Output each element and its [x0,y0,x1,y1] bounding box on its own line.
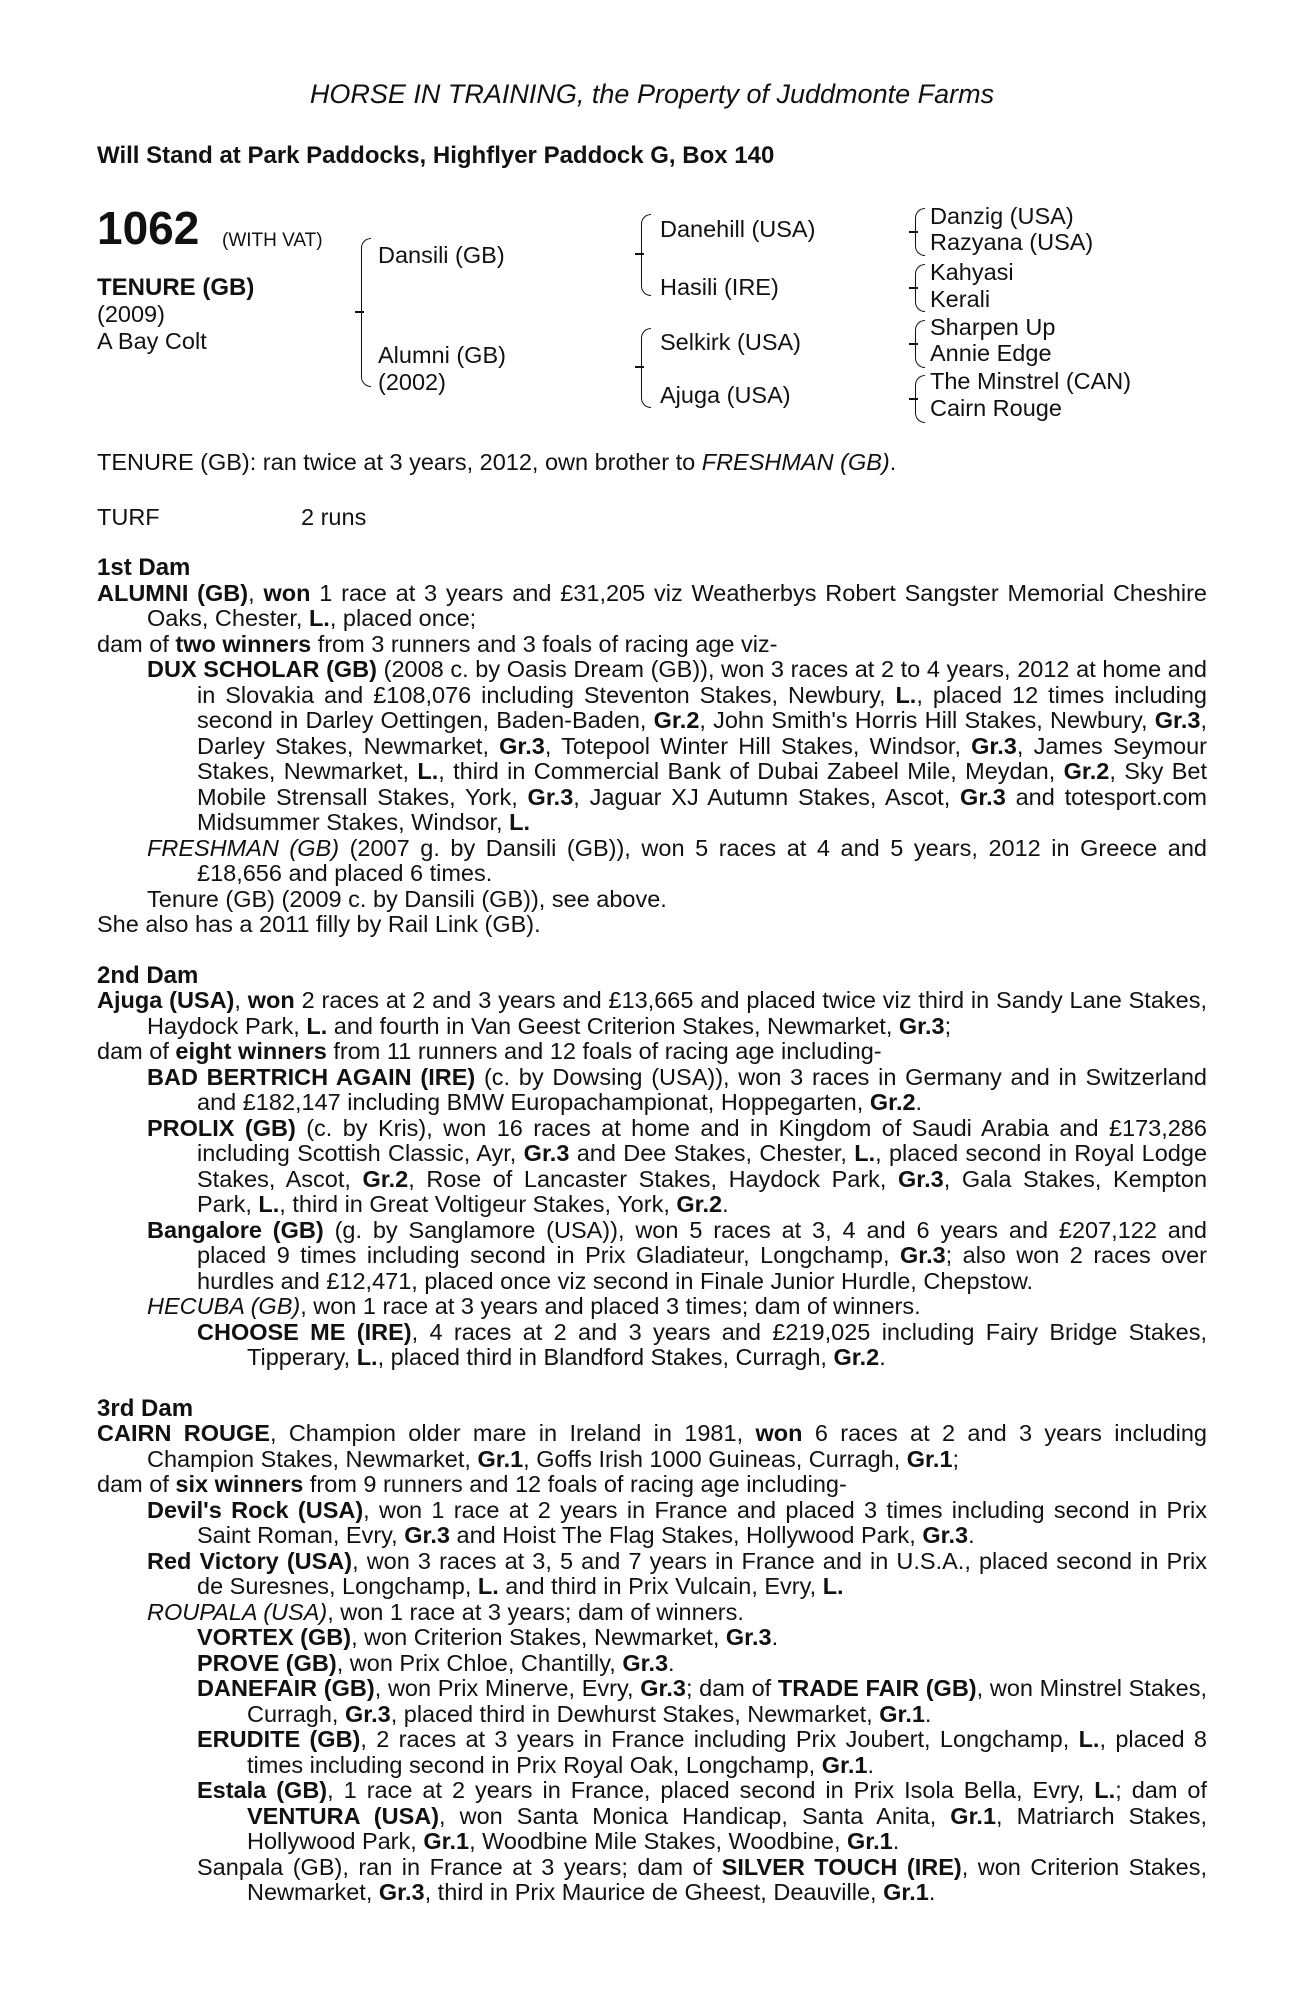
text-run: (2008 c. by Oasis Dream (GB)), won 3 races at 2 to 4 years, 2012 at home and in Slovakia and £108,076 including Steventon Stakes, Newbury, [197,656,1207,708]
text-run: , [248,579,264,606]
grade-label: Gr.3 [640,1675,686,1701]
grade-label: Gr.1 [423,1828,470,1854]
spacer [97,938,1207,963]
text-run: dam of [97,1471,176,1497]
text-run: , placed 12 times including second in Darley Oettingen, Baden-Baden, [197,681,1207,733]
text-run: , won Criterion Stakes, Newmarket, [351,1624,726,1650]
produce-hecuba [97,1294,1207,1320]
text-run: (2007 g. by Dansili (GB)), won 5 races at 4 and 5 years, 2012 in Greece and £18,656 and placed 6 times. [197,834,1207,886]
grade-label: Gr.1 [847,1828,893,1854]
listed-label: L. [854,1140,876,1166]
brace-sire-line [641,214,651,296]
horse-name: DUX SCHOLAR (GB) [147,656,377,682]
horse-description: A Bay Colt [97,328,207,354]
horse-name: Devil's Rock (USA) [147,1496,364,1523]
second-dam-entry [97,988,1207,1039]
text-run: (c. by Kris), won 16 races at home and in Kingdom of Saudi Arabia and £173,286 including Scottish Classic, Ayr, [197,1114,1207,1166]
text-run: . [867,1751,874,1778]
produce-bangalore [97,1218,1207,1295]
produce-erudite [97,1727,1207,1778]
horse-name: ERUDITE (GB) [197,1726,361,1752]
text-run: , [234,987,248,1013]
horse-name: Red Victory (USA) [147,1547,353,1574]
text-run: . [879,1344,886,1370]
produce-prove [97,1651,1207,1677]
text-run: , Woodbine Mile Stakes, Woodbine, [469,1828,848,1854]
produce-sanpala [97,1855,1207,1906]
grade-label: Gr.1 [883,1879,929,1905]
text-run: , third in Great Voltigeur Stakes, York, [279,1191,677,1217]
brace-dam-line [641,328,651,408]
produce-dux-scholar [97,657,1207,836]
first-dam-produce-summary [97,632,1207,658]
pedigree-g3-3: Kahyasi [930,259,1014,285]
listed-label: L. [1078,1726,1100,1752]
produce-freshman [97,836,1207,887]
produce-prolix [97,1116,1207,1218]
text-run: , James Seymour Stakes, Newmarket, [197,732,1207,784]
listed-label: L. [306,1012,328,1039]
text-run: , Rose of Lancaster Stakes, Haydock Park, [408,1165,898,1192]
text-run: , won Prix Minerve, Evry, [374,1675,641,1701]
dam-name: Ajuga (USA) [97,987,235,1013]
brace-g3-2-mid [909,287,918,289]
horse-name: BAD BERTRICH AGAIN (IRE) [147,1063,476,1090]
grade-label: Gr.3 [344,1700,391,1727]
pedigree-dam-dam: Ajuga (USA) [660,382,791,408]
grade-label: Gr.2 [833,1344,880,1370]
text-run: . [668,1649,675,1676]
text-run: ; dam of [1115,1777,1207,1803]
text-run: , Darley Stakes, Newmarket, [197,707,1207,759]
winners-count: eight winners [175,1038,327,1064]
brace-g3-4-mid [909,398,918,400]
horse-name: DANEFAIR (GB) [197,1675,375,1701]
grade-label: Gr.2 [653,707,700,733]
listed-label: L. [308,605,330,631]
summary-text: TENURE (GB): ran twice at 3 years, 2012, own brother to [97,449,702,475]
grade-label: Gr.3 [622,1649,669,1676]
race-summary [97,450,896,476]
won-label: won [755,1420,803,1446]
text-run: ; dam of [685,1675,778,1701]
pedigree-sire-dam: Hasili (IRE) [660,274,779,300]
text-run: , won Santa Monica Handicap, Santa Anita, [439,1802,951,1829]
pedigree-dam-sire: Selkirk (USA) [660,329,802,355]
won-label: won [247,987,295,1013]
listed-label: L. [509,809,530,835]
produce-roupala [97,1600,1207,1626]
text-run: , Goffs Irish 1000 Guineas, Curragh, [523,1445,907,1472]
text-run: . [771,1624,779,1650]
text-run: , Champion older mare in Ireland in 1981, [269,1420,756,1446]
text-run: , won Criterion Stakes, Newmarket, [247,1853,1208,1905]
turf-runs: 2 runs [301,504,367,530]
grade-label: Gr.3 [898,1165,944,1192]
text-run: and Hoist The Flag Stakes, Hollywood Park, [449,1522,923,1548]
brace-g3-1-mid [909,231,918,233]
listed-label: L. [1094,1777,1116,1803]
text-run: , won 1 race at 3 years; dam of winners. [327,1598,744,1625]
grade-label: Gr.3 [922,1522,969,1548]
horse-name: FRESHMAN (GB) [147,834,340,861]
text-run: ; also won 2 races over hurdles and £12,471, placed once viz second in Finale Junior Hurdle, Chepstow. [197,1242,1207,1294]
text-run: ; [952,1445,960,1472]
listed-label: L. [822,1573,844,1599]
horse-name: VORTEX (GB) [197,1624,352,1650]
text-run: , 4 races at 2 and 3 years and £219,025 including Fairy Bridge Stakes, Tipperary, [247,1318,1207,1370]
text-run: (g. by Sanglamore (USA)), won 5 races at 3, 4 and 6 years and £207,122 and placed 9 times including second in Prix Gladiateur, Longchamp, [197,1216,1207,1268]
listed-label: L. [258,1191,280,1217]
horse-name: ROUPALA (USA) [147,1598,328,1625]
produce-devils-rock [97,1498,1207,1549]
pedigree-g3-2: Razyana (USA) [930,229,1094,255]
grade-label: Gr.1 [906,1445,953,1472]
text-run: , won 3 races at 3, 5 and 7 years in France and in U.S.A., placed second in Prix de Suresnes, Longchamp, [197,1547,1207,1599]
text-run: , Totepool Winter Hill Stakes, Windsor, [544,732,972,759]
text-run: , won Minstrel Stakes, Curragh, [247,1675,1207,1727]
grade-label: Gr.1 [821,1751,868,1778]
pedigree-dam-year: (2002) [378,369,446,395]
text-run: , placed 8 times including second in Prix Royal Oak, Longchamp, [247,1726,1207,1778]
dam-name: ALUMNI (GB) [97,579,249,606]
text-run: , won 1 race at 2 years in France and placed 3 times including second in Prix Saint Roman, Evry, [197,1496,1207,1548]
grade-label: Gr.2 [869,1089,916,1115]
text-run: , Matriarch Stakes, Hollywood Park, [247,1802,1207,1854]
text-run: 2 races at 2 and 3 years and £13,665 and placed twice viz third in Sandy Lane Stakes, Haydock Park, [147,987,1207,1039]
grade-label: Gr.1 [950,1802,997,1829]
text-run: dam of [97,1038,176,1064]
listed-label: L. [417,758,439,784]
grade-label: Gr.2 [676,1191,723,1217]
winners-count: six winners [175,1471,304,1497]
text-run: Sanpala (GB), ran in France at 3 years; dam of [197,1853,722,1880]
grade-label: Gr.3 [971,732,1017,759]
pedigree-sire: Dansili (GB) [378,242,505,268]
brace-generation-1 [361,238,371,387]
horse-name: SILVER TOUCH (IRE) [721,1853,962,1880]
text-run: . [915,1089,923,1115]
summary-brother: FRESHMAN (GB) [701,449,890,475]
produce-danefair [97,1676,1207,1727]
grade-label: Gr.2 [1063,758,1110,784]
turf-label: TURF [97,504,160,530]
horse-name: Bangalore (GB) [147,1216,324,1243]
listed-label: L. [477,1573,499,1599]
horse-name: TENURE (GB) [97,274,255,301]
grade-label: Gr.3 [899,1242,946,1268]
text-run: , won Prix Chloe, Chantilly, [336,1649,623,1676]
produce-choose-me [97,1320,1207,1371]
horse-year: (2009) [97,301,165,327]
text-run: . [892,1828,900,1854]
grade-label: Gr.3 [404,1522,450,1548]
second-dam-heading: 2nd Dam [97,961,199,989]
text-run: , 2 races at 3 years in France including Prix Joubert, Longchamp, [360,1726,1079,1752]
produce-filly-note: She also has a 2011 filly by Rail Link (GB). [97,911,541,937]
text-run: . [968,1522,975,1548]
vat-note: (WITH VAT) [222,230,323,251]
text-run: . [722,1191,729,1217]
horse-name: PROVE (GB) [197,1649,337,1676]
produce-red-victory [97,1549,1207,1600]
winners-count: two winners [175,630,312,657]
text-run: . [928,1879,936,1905]
pedigree-sire-sire: Danehill (USA) [660,216,816,242]
produce-bad-bertrich-again [97,1065,1207,1116]
horse-name: PROLIX (GB) [147,1114,296,1141]
text-run: from 11 runners and 12 foals of racing age including- [326,1038,882,1064]
text-run: , placed third in Blandford Stakes, Curragh, [377,1344,834,1370]
spacer [97,1371,1207,1396]
produce-tenure: Tenure (GB) (2009 c. by Dansili (GB)), see above. [147,885,667,912]
text-run: from 3 runners and 3 foals of racing age viz- [311,630,778,657]
pedigree-dam: Alumni (GB) [378,342,506,368]
text-run: and totesport.com Midsummer Stakes, Windsor, [197,783,1207,835]
text-run: dam of [97,630,176,657]
text-run: , placed once; [329,605,477,631]
pedigree-g3-1: Danzig (USA) [930,203,1074,229]
brace-g3-3-mid [909,343,918,345]
brace-sire-line-mid [635,253,644,255]
text-run: and third in Prix Vulcain, Evry, [498,1573,823,1599]
horse-name: CHOOSE ME (IRE) [197,1318,412,1345]
third-dam-entry [97,1421,1207,1472]
text-run: , John Smith's Horris Hill Stakes, Newbury, [699,707,1155,733]
grade-label: Gr.3 [1154,707,1201,733]
pedigree-g3-5: Sharpen Up [930,314,1056,340]
page-title: HORSE IN TRAINING, the Property of Juddmonte Farms [309,79,995,109]
text-run: , Gala Stakes, Kempton Park, [197,1165,1208,1217]
text-run: (c. by Dowsing (USA)), won 3 races in Germany and in Switzerland and £182,147 including BMW Europachampionat, Hoppegarten, [197,1063,1207,1115]
pedigree-g3-7: The Minstrel (CAN) [930,368,1132,394]
text-run: 1 race at 3 years and £31,205 viz Weatherbys Robert Sangster Memorial Cheshire Oaks, Chester, [147,579,1207,631]
text-run: , 1 race at 2 years in France, placed second in Prix Isola Bella, Evry, [327,1777,1095,1803]
dam-name: CAIRN ROUGE [97,1420,270,1446]
grade-label: Gr.3 [960,783,1006,810]
text-run: and Dee Stakes, Chester, [569,1140,855,1166]
horse-name: HECUBA (GB) [147,1293,301,1319]
summary-end: . [889,449,897,475]
third-dam-heading: 3rd Dam [97,1394,194,1422]
listed-label: L. [895,681,917,708]
grade-label: Gr.1 [477,1445,524,1472]
grade-label: Gr.3 [527,783,574,810]
horse-name: VENTURA (USA) [247,1802,440,1829]
text-run: from 9 runners and 12 foals of racing age including- [303,1471,847,1497]
stand-location: Will Stand at Park Paddocks, Highflyer Paddock G, Box 140 [97,142,775,169]
text-run: , third in Prix Maurice de Gheest, Deauville, [424,1879,884,1905]
pedigree-g3-6: Annie Edge [930,340,1052,366]
grade-label: Gr.3 [378,1879,425,1905]
text-run: , placed third in Dewhurst Stakes, Newmarket, [390,1700,880,1727]
text-run: and fourth in Van Geest Criterion Stakes, Newmarket, [327,1012,899,1039]
horse-name: TRADE FAIR (GB) [777,1675,977,1701]
brace-dam-line-mid [635,366,644,368]
horse-name: Estala (GB) [197,1777,328,1803]
grade-label: Gr.2 [362,1165,409,1192]
text-run: , Jaguar XJ Autumn Stakes, Ascot, [573,783,961,810]
produce-vortex [97,1625,1207,1651]
grade-label: Gr.3 [523,1140,570,1166]
produce-estala [97,1778,1207,1855]
lot-number: 1062 [97,202,200,254]
third-dam-produce-summary [97,1472,1207,1498]
grade-label: Gr.3 [898,1012,945,1039]
grade-label: Gr.1 [879,1700,925,1727]
first-dam-heading: 1st Dam [97,554,191,581]
won-label: won [263,579,311,606]
pedigree-g3-4: Kerali [930,286,991,312]
text-run: . [924,1700,932,1727]
text-run: ; [944,1012,952,1039]
second-dam-produce-summary [97,1039,1207,1065]
pedigree-g3-8: Cairn Rouge [930,395,1062,421]
grade-label: Gr.3 [499,732,545,759]
brace-generation-1-mid [355,311,364,313]
text-run: 6 races at 2 and 3 years including Champion Stakes, Newmarket, [147,1420,1207,1472]
listed-label: L. [356,1344,378,1370]
text-run: , won 1 race at 3 years and placed 3 times; dam of winners. [300,1293,921,1319]
first-dam-entry [97,581,1207,632]
text-run: , placed second in Royal Lodge Stakes, Ascot, [197,1140,1208,1192]
text-run: , Sky Bet Mobile Strensall Stakes, York, [197,758,1207,810]
text-run: , third in Commercial Bank of Dubai Zabeel Mile, Meydan, [438,758,1064,784]
grade-label: Gr.3 [725,1624,772,1650]
dam-records [97,555,1207,1906]
